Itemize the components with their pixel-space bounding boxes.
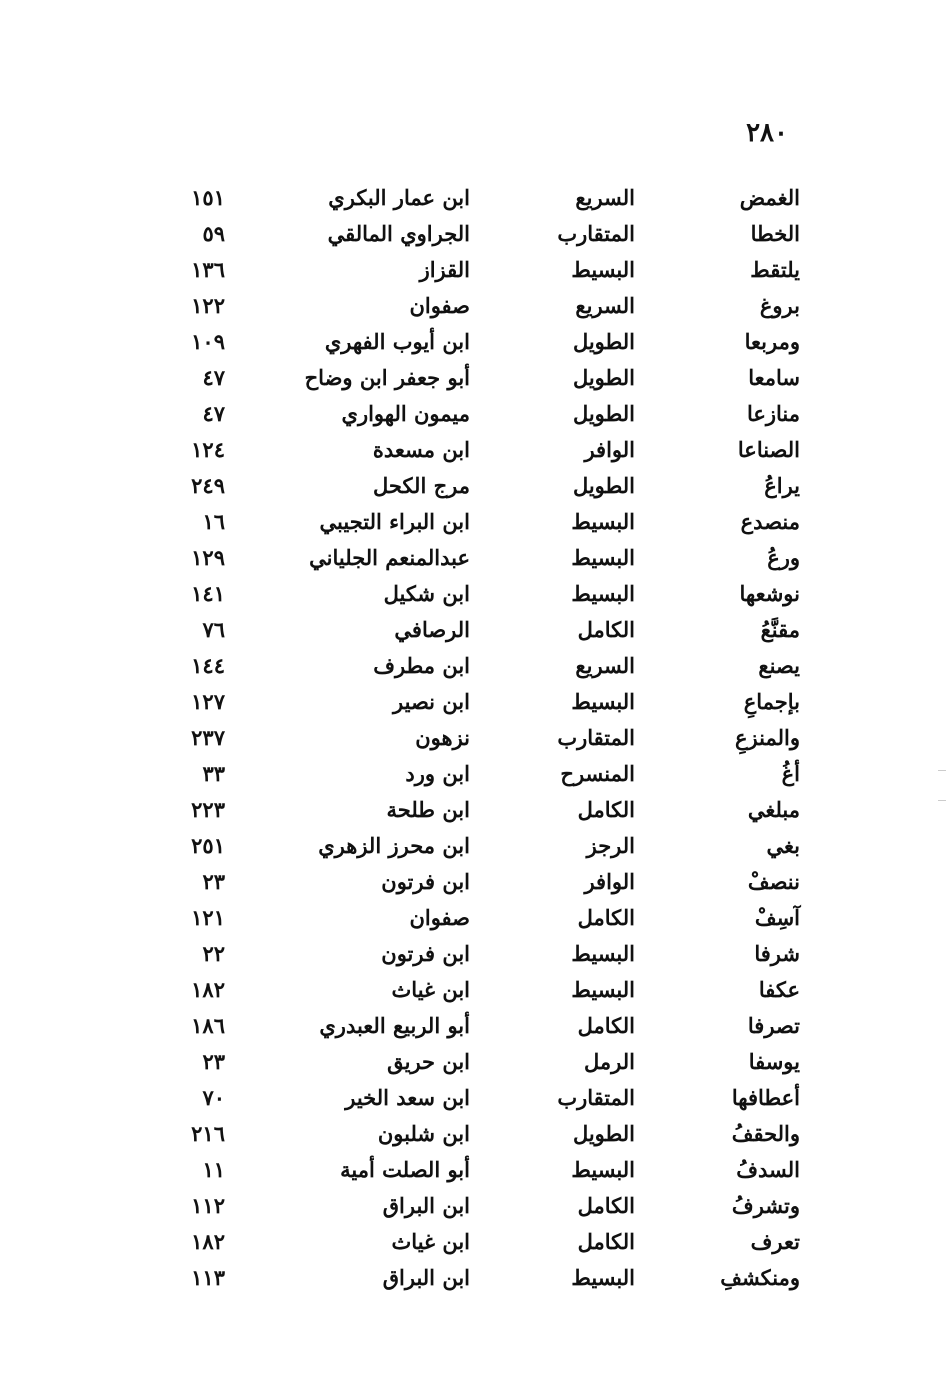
meter-name: البسيط xyxy=(571,689,635,714)
poet-name: ابن نصير xyxy=(393,689,470,714)
page-reference: ١١ xyxy=(202,1157,225,1182)
rhyme-word: الخطا xyxy=(750,221,800,246)
page-reference: ٤٧ xyxy=(202,401,225,426)
meter-name: المتقارب xyxy=(557,1085,635,1110)
poet-name: عبدالمنعم الجلياني xyxy=(309,545,470,570)
poet-name: ابن مسعدة xyxy=(372,437,470,462)
table-row xyxy=(150,360,800,396)
poet-name: مرج الكحل xyxy=(373,473,470,498)
table-row xyxy=(150,720,800,756)
page-number: ٢٨٠ xyxy=(746,118,788,148)
meter-name: الكامل xyxy=(577,1193,635,1218)
page-reference: ٢١٦ xyxy=(191,1121,225,1146)
meter-name: الطويل xyxy=(572,473,635,498)
page-reference: ١٥١ xyxy=(191,185,225,210)
meter-name: البسيط xyxy=(571,977,635,1002)
page-reference: ١٢٧ xyxy=(191,689,225,714)
meter-name: الكامل xyxy=(577,797,635,822)
poet-name: ابن غياث xyxy=(391,1229,470,1254)
meter-name: البسيط xyxy=(571,581,635,606)
poet-name: أبو الربيع العبدري xyxy=(319,1013,470,1038)
poet-name: ابن البراق xyxy=(382,1193,470,1218)
meter-name: البسيط xyxy=(571,941,635,966)
rhyme-word: ومربعا xyxy=(744,329,800,354)
poetry-index-table xyxy=(150,180,800,1296)
page-reference: ١٢٢ xyxy=(191,293,225,318)
page-reference: ٢٢٣ xyxy=(191,797,225,822)
meter-name: البسيط xyxy=(571,509,635,534)
table-row xyxy=(150,252,800,288)
rhyme-word: ومنكشفِ xyxy=(720,1265,800,1290)
meter-name: البسيط xyxy=(571,1265,635,1290)
poet-name: ابن فرتون xyxy=(381,941,470,966)
table-row xyxy=(150,180,800,216)
meter-name: الكامل xyxy=(577,1229,635,1254)
meter-name: المنسرح xyxy=(560,761,635,786)
meter-name: الكامل xyxy=(577,617,635,642)
table-row xyxy=(150,1080,800,1116)
poet-name: ميمون الهواري xyxy=(341,401,470,426)
poet-name: القزاز xyxy=(419,257,470,282)
page-reference: ١٢١ xyxy=(191,905,225,930)
poet-name: ابن حريق xyxy=(387,1049,470,1074)
poet-name: ابن فرتون xyxy=(381,869,470,894)
rhyme-word: آسِفْ xyxy=(754,905,800,930)
meter-name: الكامل xyxy=(577,905,635,930)
meter-name: البسيط xyxy=(571,1157,635,1182)
table-row xyxy=(150,216,800,252)
rhyme-word: بإجماعِ xyxy=(743,689,800,714)
rhyme-word: ننصفْ xyxy=(747,869,800,894)
page-reference: ٢٣٧ xyxy=(191,725,225,750)
meter-name: الطويل xyxy=(572,329,635,354)
page-reference: ٢٣ xyxy=(202,869,225,894)
table-row xyxy=(150,1044,800,1080)
poet-name: ابن شكيل xyxy=(383,581,470,606)
rhyme-word: بغي xyxy=(766,833,800,858)
poet-name: ابن البراء التجيبي xyxy=(319,509,470,534)
poet-name: ابن عمار البكري xyxy=(328,185,470,210)
rhyme-word: وتشرفُ xyxy=(731,1193,800,1218)
rhyme-word: الصناعا xyxy=(737,437,800,462)
poet-name: ابن مطرف xyxy=(373,653,470,678)
table-row xyxy=(150,648,800,684)
meter-name: الوافر xyxy=(584,869,635,894)
table-row xyxy=(150,756,800,792)
page-reference: ١٣٦ xyxy=(191,257,225,282)
rhyme-word: مبلغي xyxy=(747,797,800,822)
table-row xyxy=(150,972,800,1008)
rhyme-word: عكفا xyxy=(758,977,800,1002)
poet-name: ابن شلبون xyxy=(377,1121,470,1146)
rhyme-word: أغُ xyxy=(781,761,800,786)
page-reference: ٤٧ xyxy=(202,365,225,390)
poet-name: صفوان xyxy=(409,293,470,318)
page-reference: ١٦ xyxy=(202,509,225,534)
meter-name: السريع xyxy=(575,293,635,318)
meter-name: الرمل xyxy=(584,1049,635,1074)
rhyme-word: يراعُ xyxy=(764,473,800,498)
table-row xyxy=(150,540,800,576)
page-reference: ١١٣ xyxy=(191,1265,225,1290)
table-row xyxy=(150,612,800,648)
rhyme-word: تعرف xyxy=(750,1229,800,1254)
page-reference: ١٨٢ xyxy=(191,977,225,1002)
table-row xyxy=(150,576,800,612)
table-row xyxy=(150,432,800,468)
rhyme-word: تصرفا xyxy=(747,1013,800,1038)
meter-name: السريع xyxy=(575,653,635,678)
meter-name: الطويل xyxy=(572,365,635,390)
page-reference: ٧٠ xyxy=(202,1085,225,1110)
meter-name: البسيط xyxy=(571,257,635,282)
table-row xyxy=(150,1116,800,1152)
rhyme-word: والحقفُ xyxy=(731,1121,800,1146)
page-reference: ٧٦ xyxy=(202,617,225,642)
table-row xyxy=(150,1188,800,1224)
margin-mark xyxy=(938,770,946,771)
rhyme-word: ورعُ xyxy=(767,545,800,570)
poet-name: ابن البراق xyxy=(382,1265,470,1290)
page-reference: ١١٢ xyxy=(191,1193,225,1218)
page-reference: ٢٥١ xyxy=(191,833,225,858)
page-reference: ٢٢ xyxy=(202,941,225,966)
rhyme-word: يوسفا xyxy=(748,1049,800,1074)
rhyme-word: أعطافها xyxy=(731,1085,800,1110)
poet-name: ابن أيوب الفهري xyxy=(324,329,470,354)
page-reference: ٣٣ xyxy=(202,761,225,786)
page-reference: ٢٣ xyxy=(202,1049,225,1074)
page-reference: ٢٤٩ xyxy=(191,473,225,498)
table-row xyxy=(150,900,800,936)
table-row xyxy=(150,396,800,432)
page-reference: ١٢٩ xyxy=(191,545,225,570)
meter-name: البسيط xyxy=(571,545,635,570)
table-row xyxy=(150,1152,800,1188)
table-row xyxy=(150,792,800,828)
page-reference: ٥٩ xyxy=(202,221,225,246)
table-row xyxy=(150,288,800,324)
page-reference: ١٨٦ xyxy=(191,1013,225,1038)
meter-name: الكامل xyxy=(577,1013,635,1038)
poet-name: الرصافي xyxy=(394,617,470,642)
table-row xyxy=(150,684,800,720)
meter-name: الرجز xyxy=(586,833,635,858)
meter-name: المتقارب xyxy=(557,221,635,246)
poet-name: أبو جعفر ابن وضاح xyxy=(304,365,470,390)
page-reference: ١٤١ xyxy=(191,581,225,606)
meter-name: الوافر xyxy=(584,437,635,462)
margin-mark xyxy=(938,800,946,801)
table-row xyxy=(150,1224,800,1260)
rhyme-word: الغمض xyxy=(739,185,800,210)
table-row xyxy=(150,864,800,900)
poet-name: ابن سعد الخير xyxy=(345,1085,470,1110)
rhyme-word: سامعا xyxy=(748,365,800,390)
poet-name: نزهون xyxy=(415,725,470,750)
rhyme-word: نوشعها xyxy=(739,581,800,606)
poet-name: ابن طلحة xyxy=(386,797,470,822)
table-row xyxy=(150,468,800,504)
table-row xyxy=(150,324,800,360)
poet-name: ابن محرز الزهري xyxy=(318,833,470,858)
page-reference: ١٤٤ xyxy=(191,653,225,678)
table-row xyxy=(150,504,800,540)
meter-name: الطويل xyxy=(572,401,635,426)
poet-name: ابن ورد xyxy=(405,761,470,786)
page-reference: ١٠٩ xyxy=(191,329,225,354)
page-reference: ١٨٢ xyxy=(191,1229,225,1254)
rhyme-word: والمنزعِ xyxy=(735,725,800,750)
meter-name: المتقارب xyxy=(557,725,635,750)
rhyme-word: يلتقط xyxy=(750,257,800,282)
poet-name: ابن غياث xyxy=(391,977,470,1002)
poet-name: الجراوي المالقي xyxy=(327,221,470,246)
rhyme-word: مقنَّعُ xyxy=(760,617,800,642)
rhyme-word: شرفا xyxy=(754,941,800,966)
meter-name: السريع xyxy=(575,185,635,210)
page-reference: ١٢٤ xyxy=(191,437,225,462)
table-row xyxy=(150,936,800,972)
rhyme-word: بروغ xyxy=(759,293,800,318)
rhyme-word: منازعا xyxy=(746,401,800,426)
meter-name: الطويل xyxy=(572,1121,635,1146)
table-row xyxy=(150,1260,800,1296)
poet-name: أبو الصلت أمية xyxy=(340,1157,470,1182)
rhyme-word: السدفُ xyxy=(736,1157,800,1182)
table-row xyxy=(150,1008,800,1044)
poet-name: صفوان xyxy=(409,905,470,930)
rhyme-word: منصدع xyxy=(740,509,800,534)
table-row xyxy=(150,828,800,864)
rhyme-word: يصنع xyxy=(758,653,800,678)
